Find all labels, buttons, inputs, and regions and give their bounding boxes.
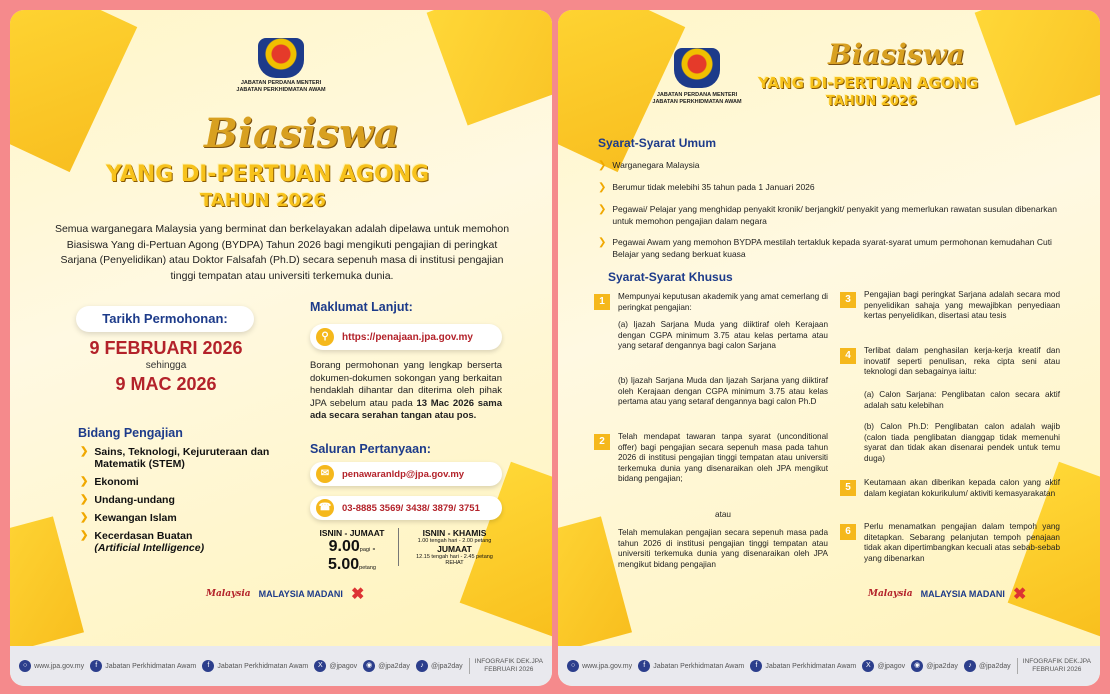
chevron-icon: ❯ [80, 446, 89, 457]
footer-fb2[interactable]: f Jabatan Perkhidmatan Awam [750, 660, 856, 672]
footer-info: INFOGRAFIK DEK.JPA FEBRUARI 2026 [1017, 658, 1091, 674]
submission-note: Borang permohonan yang lengkap berserta dokumen-dokumen sokongan yang berkaitan hendaklah dihantar dan diterima oleh pihak JPA sebelum atau pada 13 Mac 2026 sama ada secara serahan tangan atau pos. [310, 360, 502, 421]
poster-right [558, 10, 1100, 686]
partner-logos [206, 584, 364, 604]
step-number: 5 [840, 480, 856, 496]
x-icon: X [862, 660, 874, 672]
khusus-4b: (b) Calon Ph.D: Penglibatan calon adalah wajib (calon tiada penglibatan dianggap tidak memenuhi syarat dan tidak akan disenarai pendek untuk temu duga) [864, 422, 1060, 463]
khusus-6: Perlu menamatkan pengajian dalam tempoh yang ditetapkan. Sebarang pelanjutan tempoh penajaan tidak akan dipertimbangkan kecuali atas sebab-sebab yang dibenarkan [864, 522, 1060, 563]
khusus-5: Keutamaan akan diberikan kepada calon yang aktif dalam kegiatan kokurikulum/ aktiviti kemasyarakatan [864, 478, 1060, 498]
footer-fb2[interactable]: f Jabatan Perkhidmatan Awam [202, 660, 308, 672]
khusus-4a: (a) Calon Sarjana: Penglibatan calon secara aktif adalah satu kelebihan [864, 390, 1060, 410]
email-link[interactable]: ✉ penawaranldp@jpa.gov.my [310, 462, 502, 486]
phone-icon: ☎ [316, 499, 334, 517]
facebook-icon: f [202, 660, 214, 672]
footer-web[interactable]: ○ www.jpa.gov.my [19, 660, 84, 672]
madani-logo: MALAYSIA MADANI [258, 588, 343, 599]
malaysia-logo: Malaysia [206, 589, 251, 599]
list-item: ❯ Berumur tidak melebihi 35 tahun pada 1 Januari 2026 [598, 182, 815, 193]
chevron-icon: ❯ [80, 512, 89, 523]
date-start: 9 FEBRUARI 2026 [89, 338, 243, 358]
list-item: ❯ Kewangan Islam [80, 512, 177, 524]
step-number: 4 [840, 348, 856, 364]
partner-logos [868, 584, 1026, 604]
footer-fb[interactable]: f Jabatan Perkhidmatan Awam [638, 660, 744, 672]
tiktok-icon: ♪ [964, 660, 976, 672]
footer-web[interactable]: ○ www.jpa.gov.my [567, 660, 632, 672]
khusus-3: Pengajian bagi peringkat Sarjana adalah secara mod penyelidikan sahaja yang mewajibkan penyediaan kertas penyelidikan, disertasi atau tesis [864, 290, 1060, 320]
facebook-icon: f [750, 660, 762, 672]
khusus-2: Telah mendapat tawaran tanpa syarat (unconditional offer) bagi pengajian secara sepenuh masa pada tahun 2026 di institusi pengajian tinggi tempatan atau universiti terkemuka dunia yang disenaraikan oleh JPA mengikut bidang pengajian; [618, 432, 828, 483]
poster-left [10, 10, 552, 686]
list-item: ❯ Kecerdasan Buatan (Artificial Intelligence) [80, 530, 205, 554]
chevron-icon: ❯ [80, 476, 89, 487]
list-item: ❯ Warganegara Malaysia [598, 160, 700, 171]
globe-icon: ○ [567, 660, 579, 672]
footer-x[interactable]: X @jpagov [314, 660, 357, 672]
list-item: ❯ Ekonomi [80, 476, 139, 488]
chevron-icon: ❯ [598, 182, 607, 193]
list-item: ❯ Undang-undang [80, 494, 175, 506]
date-until: sehingga [145, 360, 187, 371]
brand-logo: ✖ [1012, 586, 1027, 603]
website-link[interactable]: ⚲ https://penajaan.jpa.gov.my [310, 324, 502, 350]
bidang-heading: Bidang Pengajian [78, 426, 183, 440]
title-year: TAHUN 2026 [200, 190, 326, 211]
step-number: 3 [840, 292, 856, 308]
footer-tt[interactable]: ♪ @jpa2day [964, 660, 1011, 672]
agency-name: JABATAN PERDANA MENTERI JABATAN PERKHIDMATAN AWAM [236, 80, 326, 93]
x-icon: X [314, 660, 326, 672]
search-icon: ⚲ [316, 328, 334, 346]
footer-info: INFOGRAFIK DEK.JPA FEBRUARI 2026 [469, 658, 543, 674]
saluran-heading: Saluran Pertanyaan: [310, 442, 431, 456]
facebook-icon: f [90, 660, 102, 672]
footer-x[interactable]: X @jpagov [862, 660, 905, 672]
umum-list [598, 160, 1058, 270]
rehat-hours: ISNIN - KHAMIS 1.00 tengah hari - 2.00 petang JUMAAT 12.15 tengah hari - 2.45 petang REHAT [398, 528, 506, 566]
footer-bar [558, 646, 1100, 686]
khusus-heading: Syarat-Syarat Khusus [608, 270, 733, 284]
step-number: 6 [840, 524, 856, 540]
date-end: 9 MAC 2026 [115, 374, 217, 394]
footer-ig[interactable]: ◉ @jpa2day [911, 660, 958, 672]
footer-fb[interactable]: f Jabatan Perkhidmatan Awam [90, 660, 196, 672]
khusus-1b: (b) Ijazah Sarjana Muda dan Ijazah Sarjana yang diiktiraf oleh Kerajaan dengan CGPA minimum 3.75 atau kelas pertama atau yang setaraf dengannya bagi calon Ph.D [618, 376, 828, 406]
intro-text: Semua warganegara Malaysia yang berminat dan berkelayakan adalah dipelawa untuk memohon Biasiswa Yang di-Pertuan Agong (BYDPA) Tahun 2026 bagi mengikuti pengajian di peringkat Sarjana (Penyelidikan) atau Doktor Falsafah (Ph.D) secara sepenuh masa di institusi pengajian tinggi tempatan atau universiti terkemuka dunia. [54, 223, 510, 282]
tiktok-icon: ♪ [416, 660, 428, 672]
footer-ig[interactable]: ◉ @jpa2day [363, 660, 410, 672]
chevron-icon: ❯ [598, 237, 607, 248]
umum-heading: Syarat-Syarat Umum [598, 136, 717, 150]
chevron-icon: ❯ [598, 160, 607, 171]
maklumat-heading: Maklumat Lanjut: [310, 300, 413, 314]
chevron-icon: ❯ [80, 494, 89, 505]
title-year: TAHUN 2026 [826, 94, 917, 109]
phone-link[interactable]: ☎ 03-8885 3569/ 3438/ 3879/ 3751 [310, 496, 502, 520]
title-main: YANG DI-PERTUAN AGONG [106, 162, 430, 187]
crest-logo [258, 38, 304, 78]
khusus-1: Mempunyai keputusan akademik yang amat cemerlang di peringkat pengajian: [618, 292, 828, 312]
list-item: ❯ Pegawai/ Pelajar yang menghidap penyakit kronik/ berjangkit/ penyakit yang memerlukan rawatan susulan dibenarkan untuk memohon pengajian dalam negara [598, 204, 1058, 226]
agency-name: JABATAN PERDANA MENTERI JABATAN PERKHIDMATAN AWAM [652, 92, 742, 105]
list-item: ❯ Pegawai Awam yang memohon BYDPA mestilah tertakluk kepada syarat-syarat umum permohonan kemudahan Cuti Belajar yang sedang berkuat kuasa [598, 237, 1052, 259]
title-script: Biasiswa [204, 110, 400, 157]
madani-logo: MALAYSIA MADANI [920, 588, 1005, 599]
brand-logo: ✖ [350, 586, 365, 603]
chevron-icon: ❯ [80, 530, 89, 541]
globe-icon: ○ [19, 660, 31, 672]
step-number: 2 [594, 434, 610, 450]
footer-tt[interactable]: ♪ @jpa2day [416, 660, 463, 672]
office-hours: ISNIN - JUMAAT 9.00pagi - 5.00petang [319, 528, 385, 573]
title-main: YANG DI-PERTUAN AGONG [758, 74, 979, 92]
facebook-icon: f [638, 660, 650, 672]
list-item: ❯ Sains, Teknologi, Kejuruteraan dan Matematik (STEM) [80, 446, 270, 470]
malaysia-logo: Malaysia [868, 589, 913, 599]
bidang-list [80, 446, 270, 560]
khusus-2b: Telah memulakan pengajian secara sepenuh masa pada tahun 2026 di institusi pengajian tinggi tempatan atau universiti terkemuka dunia yang disenaraikan oleh JPA mengikut bidang pengajian [618, 528, 828, 569]
footer-bar [10, 646, 552, 686]
instagram-icon: ◉ [911, 660, 923, 672]
chevron-icon: ❯ [598, 204, 607, 215]
khusus-atau: atau [715, 510, 731, 519]
mail-icon: ✉ [316, 465, 334, 483]
title-script: Biasiswa [828, 38, 965, 71]
khusus-4: Terlibat dalam penghasilan kerja-kerja kreatif dan inovatif seperti penulisan, reka cipta seni atau teknologi dan sebagainya iaitu: [864, 346, 1060, 376]
instagram-icon: ◉ [363, 660, 375, 672]
khusus-1a: (a) Ijazah Sarjana Muda yang diiktiraf oleh Kerajaan dengan CGPA minimum 3.75 atau kelas pertama atau yang setaraf dengannya bagi calon Sarjana [618, 320, 828, 350]
tarikh-heading: Tarikh Permohonan: [76, 306, 254, 332]
crest-logo [674, 48, 720, 88]
step-number: 1 [594, 294, 610, 310]
